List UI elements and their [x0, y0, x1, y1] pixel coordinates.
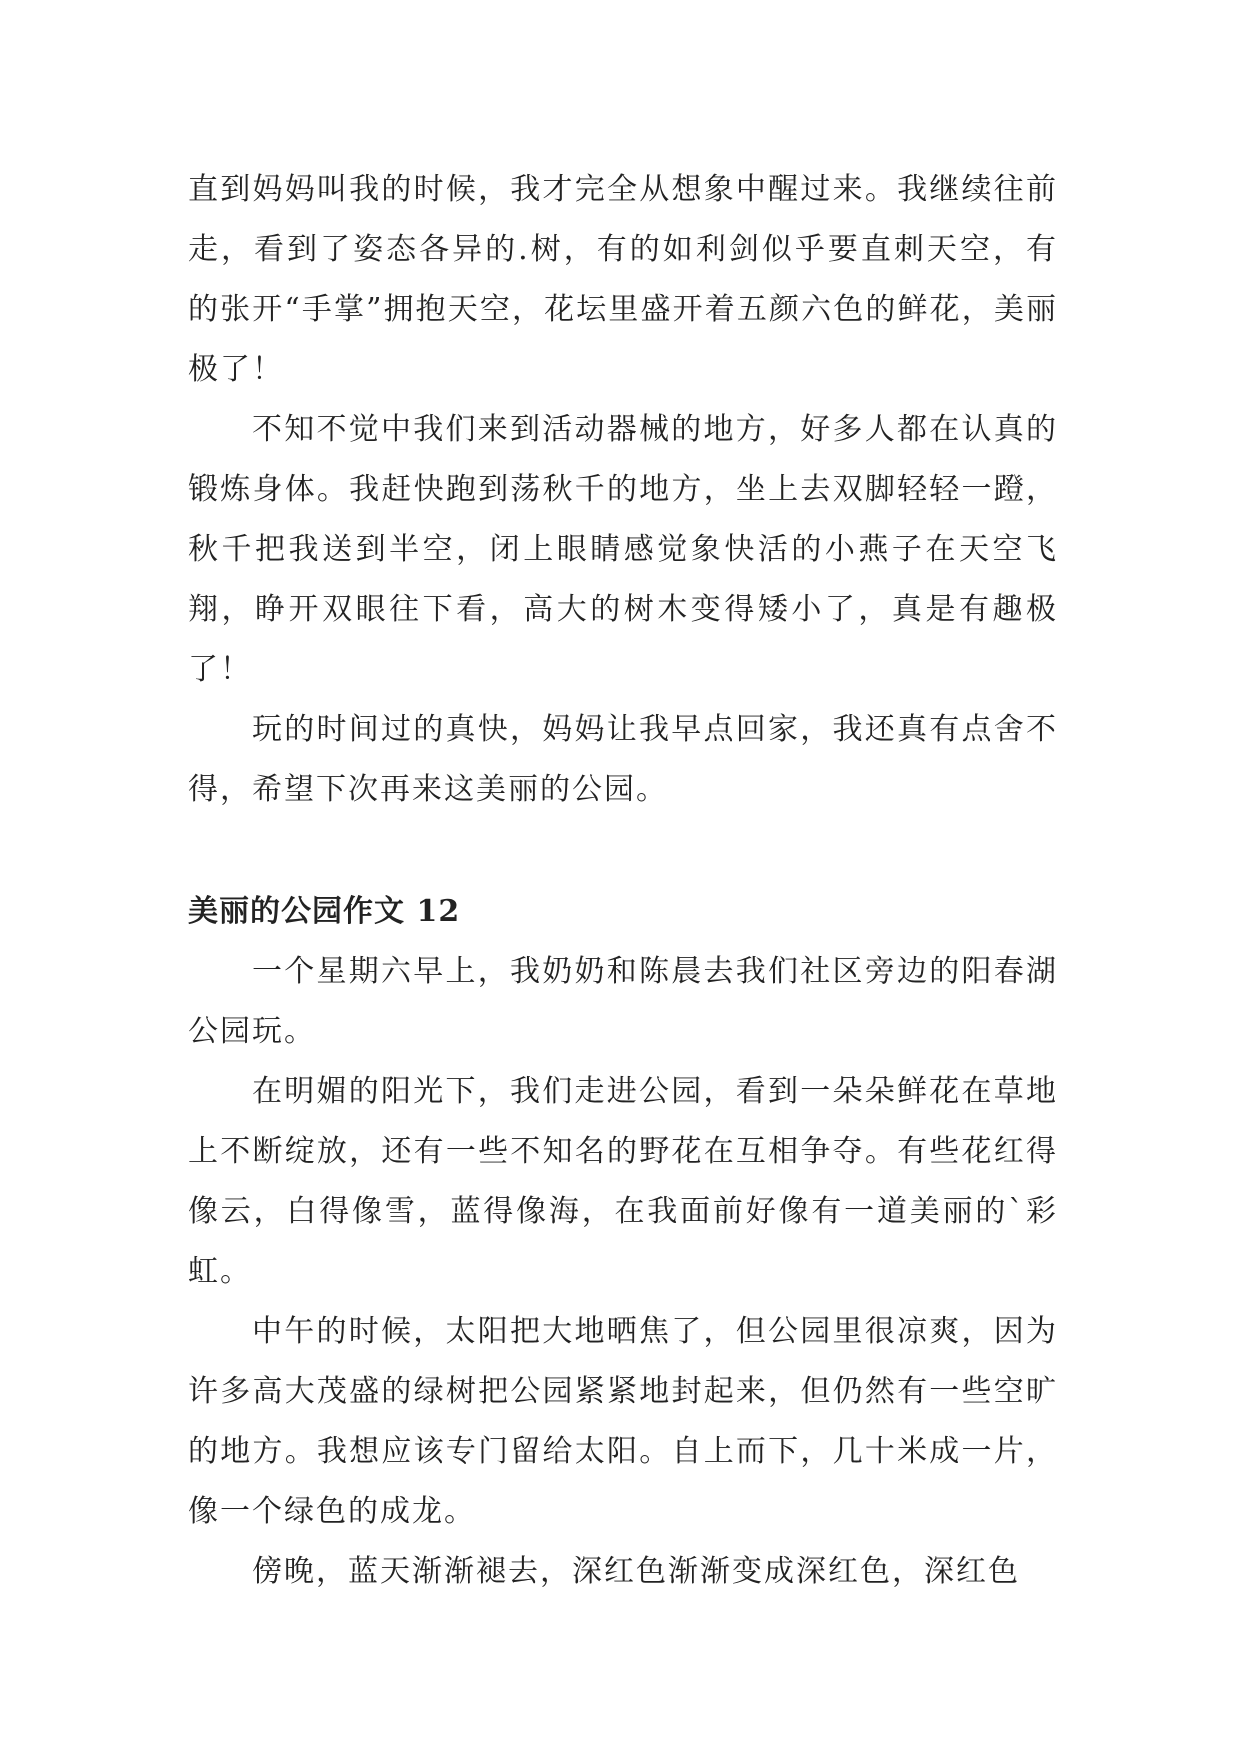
- paragraph: 中午的时候，太阳把大地晒焦了，但公园里很凉爽，因为许多高大茂盛的绿树把公园紧紧地封起来，但仍然有一些空旷的地方。我想应该专门留给太阳。自上而下，几十米成一片，像一个绿色的成龙。: [188, 1314, 1058, 1529]
- paragraph: 不知不觉中我们来到活动器械的地方，好多人都在认真的锻炼身体。我赶快跑到荡秋千的地方，坐上去双脚轻轻一蹬，秋千把我送到半空，闭上眼睛感觉象快活的小燕子在天空飞翔，睁开双眼往下看，高大的树木变得矮小了，真是有趣极了！: [188, 412, 1058, 687]
- paragraph-continued: 直到妈妈叫我的时候，我才完全从想象中醒过来。我继续往前走，看到了姿态各异的.树，有的如利剑似乎要直刺天空，有的张开“手掌”拥抱天空，花坛里盛开着五颜六色的鲜花，美丽极了！: [188, 172, 1058, 387]
- paragraph: 一个星期六早上，我奶奶和陈晨去我们社区旁边的阳春湖公园玩。: [188, 954, 1058, 1049]
- document-body: [188, 160, 1058, 1602]
- section-title: 美丽的公园作文 12: [188, 894, 461, 929]
- paragraph: 玩的时间过的真快，妈妈让我早点回家，我还真有点舍不得，希望下次再来这美丽的公园。: [188, 712, 1058, 807]
- paragraph: 在明媚的阳光下，我们走进公园，看到一朵朵鲜花在草地上不断绽放，还有一些不知名的野花在互相争夺。有些花红得像云，白得像雪，蓝得像海，在我面前好像有一道美丽的`彩虹。: [188, 1074, 1058, 1289]
- paragraph: 傍晚，蓝天渐渐褪去，深红色渐渐变成深红色，深红色: [252, 1554, 1020, 1589]
